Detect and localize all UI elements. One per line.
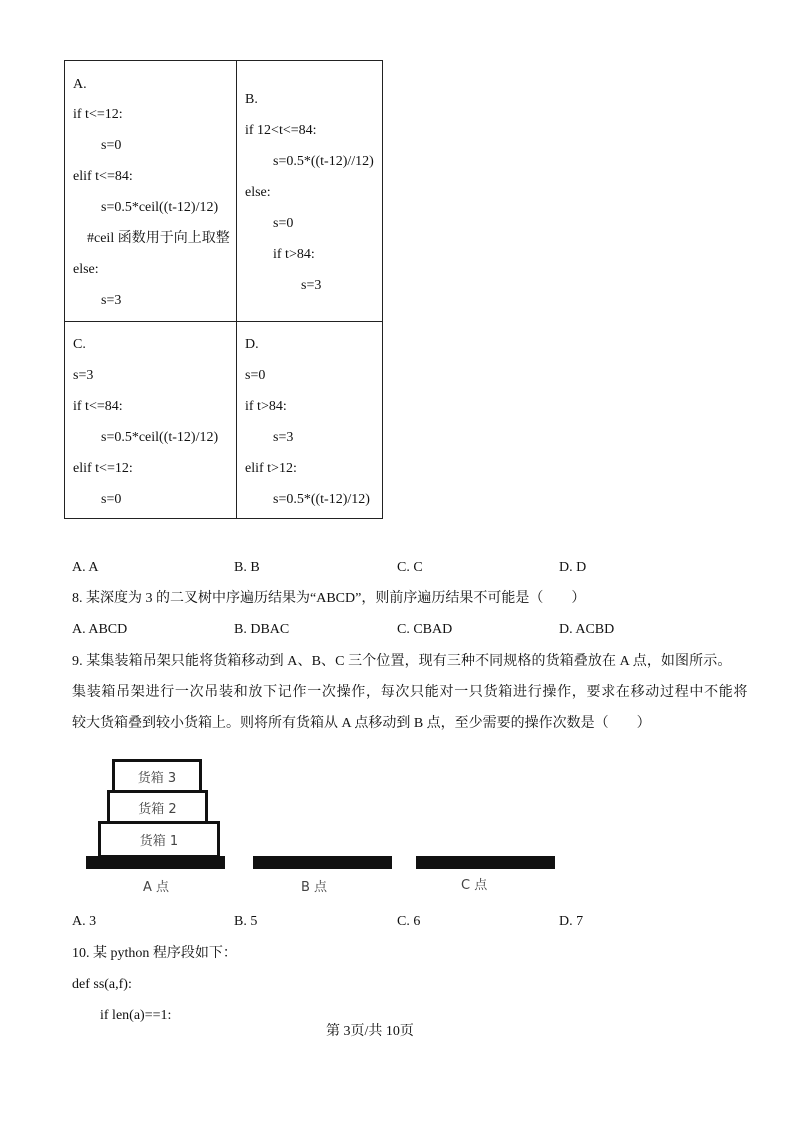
cell-b-label: B. bbox=[245, 92, 258, 107]
cell-b bbox=[237, 61, 383, 322]
cell-a-label: A. bbox=[73, 77, 87, 92]
code-line: elif t>12: bbox=[245, 461, 297, 476]
page-footer: 第 3页/共 10页 bbox=[326, 1024, 414, 1039]
q9-question-line: 较大货箱叠到较小货箱上。则将所有货箱从 A 点移动到 B 点，至少需要的操作次数是（ ） bbox=[72, 716, 651, 731]
code-line: if t>84: bbox=[273, 247, 315, 262]
q9-option-d: D. 7 bbox=[559, 914, 584, 929]
cargo-box-1: 货箱 1 bbox=[98, 821, 220, 858]
point-c-label: C 点 bbox=[461, 878, 488, 893]
cell-d bbox=[237, 322, 383, 519]
q8-option-d: D. ACBD bbox=[559, 622, 615, 637]
q7-option-c: C. C bbox=[397, 560, 423, 575]
q9-option-c: C. 6 bbox=[397, 914, 421, 929]
code-line: elif t<=12: bbox=[73, 461, 133, 476]
code-line: s=0 bbox=[273, 216, 294, 231]
code-line: s=3 bbox=[101, 293, 122, 308]
code-line: if t>84: bbox=[245, 399, 287, 414]
q10-code-line: def ss(a,f): bbox=[72, 977, 132, 992]
code-line: if 12<t<=84: bbox=[245, 123, 317, 138]
code-line: s=3 bbox=[73, 368, 94, 383]
code-line: s=0.5*ceil((t-12)/12) bbox=[101, 200, 219, 215]
q9-option-b: B. 5 bbox=[234, 914, 258, 929]
q9-option-a: A. 3 bbox=[72, 914, 97, 929]
code-line: if t<=12: bbox=[73, 107, 123, 122]
q7-option-b: B. B bbox=[234, 560, 260, 575]
q10-question: 10. 某 python 程序段如下： bbox=[72, 946, 237, 961]
point-a-platform bbox=[86, 856, 225, 869]
q8-option-a: A. ABCD bbox=[72, 622, 128, 637]
point-b-platform bbox=[253, 856, 392, 869]
code-line: s=0 bbox=[101, 138, 122, 153]
cell-c-label: C. bbox=[73, 337, 86, 352]
point-c-platform bbox=[416, 856, 555, 869]
code-line: s=0 bbox=[245, 368, 266, 383]
code-line: s=3 bbox=[301, 278, 322, 293]
code-line: s=0.5*((t-12)//12) bbox=[273, 154, 374, 169]
code-line: s=3 bbox=[273, 430, 294, 445]
code-line: s=0.5*((t-12)/12) bbox=[273, 492, 370, 507]
q8-option-b: B. DBAC bbox=[234, 622, 290, 637]
code-comment: #ceil 函数用于向上取整 bbox=[87, 231, 230, 246]
cell-c bbox=[65, 322, 237, 519]
cell-d-label: D. bbox=[245, 337, 259, 352]
cargo-box-3: 货箱 3 bbox=[112, 759, 202, 793]
q8-question: 8. 某深度为 3 的二叉树中序遍历结果为“ABCD”，则前序遍历结果不可能是（ ） bbox=[72, 591, 586, 606]
code-line: s=0 bbox=[101, 492, 122, 507]
code-line: else: bbox=[73, 262, 99, 277]
code-line: elif t<=84: bbox=[73, 169, 133, 184]
cargo-box-2: 货箱 2 bbox=[107, 790, 208, 824]
cell-a bbox=[65, 61, 237, 322]
q7-option-a: A. A bbox=[72, 560, 99, 575]
q9-question-line: 9. 某集装箱吊架只能将货箱移动到 A、B、C 三个位置，现有三种不同规格的货箱叠放在 A 点，如图所示。 bbox=[72, 654, 732, 669]
q10-code-line: if len(a)==1: bbox=[100, 1008, 172, 1023]
code-options-table bbox=[64, 60, 383, 519]
q8-option-c: C. CBAD bbox=[397, 622, 453, 637]
code-line: if t<=84: bbox=[73, 399, 123, 414]
q7-option-d: D. D bbox=[559, 560, 587, 575]
q9-question-line: 集装箱吊架进行一次吊装和放下记作一次操作，每次只能对一只货箱进行操作，要求在移动过程中不能将 bbox=[72, 685, 749, 700]
point-b-label: B 点 bbox=[301, 880, 328, 895]
point-a-label: A 点 bbox=[143, 880, 170, 895]
code-line: s=0.5*ceil((t-12)/12) bbox=[101, 430, 219, 445]
code-line: else: bbox=[245, 185, 271, 200]
